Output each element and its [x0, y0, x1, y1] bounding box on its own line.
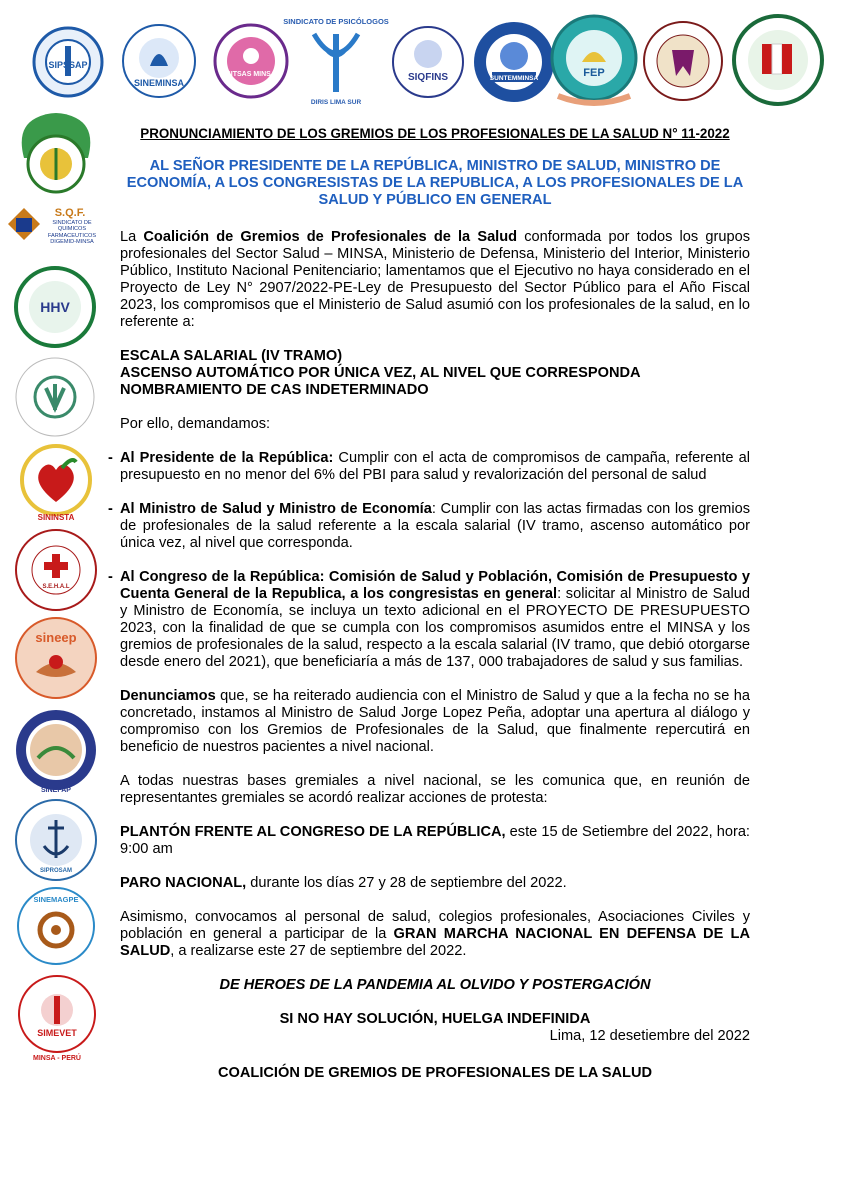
sininsta-seal-icon — [16, 442, 96, 524]
points-list — [120, 348, 750, 399]
convoke-march: GRAN MARCHA NACIONAL EN DEFENSA DE LA SALUD — [120, 926, 750, 959]
bases-paragraph: A todas nuestras bases gremiales a nivel nacional, se les comunica que, en reunión de representantes gremiales se acordó realizar acciones de protesta: — [120, 773, 750, 806]
sqf-seal-icon — [6, 204, 102, 262]
biologos-seal-icon — [732, 14, 824, 106]
fep-logo-text: FEP — [583, 67, 605, 79]
convoke-end: , a realizarse este 27 de septiembre del 2022. — [170, 943, 467, 959]
paro-label: PARO NACIONAL, — [120, 875, 247, 891]
simevet-logo-text: SIMEVET — [37, 1028, 77, 1038]
document-addressee: AL SEÑOR PRESIDENTE DE LA REPÚBLICA, MINISTRO DE SALUD, MINISTRO DE ECONOMÍA, A LOS CONGRESISTAS DE LA REPUBLICA, A LOS PROFESIONALES DE LA SALUD Y PÚBLICO EN GENERAL — [126, 158, 744, 208]
document-title: PRONUNCIAMIENTO DE LOS GREMIOS DE LOS PROFESIONALES DE LA SALUD N° 11-2022 — [140, 126, 730, 141]
sininsta-logo-text: SININSTA — [37, 513, 75, 522]
intro-prefix: La — [120, 229, 144, 245]
red-rimac-seal-icon — [14, 356, 96, 438]
sineminsa-seal-icon — [120, 22, 198, 100]
planton-paragraph — [120, 824, 750, 858]
cirujanos-dentistas-seal-icon — [642, 20, 724, 102]
sinemagpe-logo-text: SINEMAGPE — [33, 895, 79, 904]
planton-label: PLANTÓN FRENTE AL CONGRESO DE LA REPÚBLICA, — [120, 824, 506, 840]
demand-intro: Por ello, demandamos: — [120, 416, 271, 432]
sindicato-psicologos-icon — [283, 12, 389, 110]
sineep-logo-text: sineep — [35, 630, 77, 645]
demand-item — [108, 569, 750, 671]
document-signature: COALICIÓN DE GREMIOS DE PROFESIONALES DE LA SALUD — [217, 1065, 653, 1081]
point-item: ESCALA SALARIAL (IV TRAMO) — [120, 348, 343, 364]
siqfins-seal-icon — [390, 24, 466, 100]
sqf-logo-subtext: SINDICATO DE QUIMICOS FARMACEUTICOS DIGEMID-MINSA — [47, 220, 97, 246]
siprosam-seal-icon — [14, 798, 98, 882]
side-logo-column — [6, 108, 102, 1198]
demand-text: : solicitar al Ministro de Salud y Ministro de Economía, se incluya un texto adicional en el PROYECTO DE PRESUPUESTO 2023, con la finalidad de que se cumpla con los compromisos asumidos entre el MINSA y los gremios de profesionales de la salud, respecto a la escala salarial (IV tramo, que debió otorgarse desde enero del 2021), que beneficiaría a más de 137, 000 trabajadores de salud y sus familias. — [120, 586, 750, 670]
fep-seal-icon — [548, 12, 640, 110]
demand-recipient: Al Ministro de Salud y Ministro de Economía — [120, 501, 432, 517]
planton-text: este 15 de Setiembre del 2022, hora: 9:00 am — [120, 824, 750, 857]
psicologos-logo-text: SINDICATO DE PSICÓLOGOS — [283, 17, 389, 26]
sineminsa-logo-text: SINEMINSA — [133, 78, 185, 88]
simevet-logo-subtext: MINSA - PERÚ — [33, 1055, 81, 1062]
point-item: ASCENSO AUTOMÁTICO POR ÚNICA VEZ, AL NIVEL QUE CORRESPONDA — [120, 365, 641, 381]
sitsas-logo-text: SITSAS MINSA — [226, 71, 276, 78]
demand-item — [108, 501, 750, 552]
intro-paragraph — [120, 229, 750, 331]
point-item: NOMBRAMIENTO DE CAS INDETERMINADO — [120, 382, 429, 398]
sipssap-seal-icon — [32, 26, 104, 98]
denounce-paragraph — [120, 688, 750, 756]
demand-text: : Cumplir con las actas firmadas con los gremios de profesionales de la salud referente a la escala salarial (IV tramo, ascenso automático por única vez, al nivel que corresponda. — [120, 501, 750, 551]
simevet-seal-icon — [16, 974, 98, 1064]
header-logo-row — [20, 8, 828, 116]
sehal-seal-icon — [14, 528, 98, 612]
sinemagpe-seal-icon — [16, 886, 96, 966]
convoke-text: Asimismo, convocamos al personal de salud, colegios profesionales, Asociaciones Civiles y población en general a participar de la — [120, 909, 750, 942]
sinefap-logo-text: SINEFAP — [41, 787, 71, 794]
sqf-logo-text: S.Q.F. — [54, 207, 86, 219]
denounce-text: que, se ha reiterado audiencia con el Ministro de Salud y que a la fecha no se ha concretado, instamos al Ministro de Salud Jorge Lopez Peña, adoptar una apertura al diálogo y compromiso con los Gremios de Profesionales de la Salud, que finalmente repercutirá en beneficio de nuestros pacientes a nivel nacional. — [120, 688, 750, 755]
paro-text: durante los días 27 y 28 de septiembre del 2022. — [246, 875, 567, 891]
document-body — [108, 125, 750, 1082]
document-date: Lima, 12 desetiembre del 2022 — [549, 1028, 750, 1044]
demand-text: Cumplir con el acta de compromisos de campaña, referente al presupuesto en no menor del 6% del PBI para salud y revalorización del personal de salud — [120, 450, 750, 483]
sitsas-seal-icon — [212, 22, 290, 100]
suntemminsa-seal-icon — [472, 20, 556, 104]
convoke-paragraph — [120, 909, 750, 960]
demand-recipient: Al Congreso de la República: Comisión de Salud y Población, Comisión de Presupuesto y Cuenta General de la Republica, a los congresistas en general — [120, 569, 750, 602]
slogan-strike: SI NO HAY SOLUCIÓN, HUELGA INDEFINIDA — [279, 1011, 591, 1027]
siprosam-logo-text: SIPROSAM — [39, 868, 73, 874]
demand-recipient: Al Presidente de la República: — [120, 450, 334, 466]
bullet-dash: - — [108, 501, 113, 517]
hhv-psicologos-seal-icon — [14, 266, 96, 348]
slogan-pandemic: DE HEROES DE LA PANDEMIA AL OLVIDO Y POSTERGACIÓN — [219, 977, 651, 993]
sineep-seal-icon — [14, 616, 98, 700]
paro-paragraph — [120, 875, 750, 892]
sipssap-logo-text: SIPSSAP — [48, 60, 88, 70]
intro-text: conformada por todos los grupos profesionales del Sector Salud – MINSA, Ministerio de Defensa, Ministerio del Interior, Ministerio Público, Instituto Nacional Penitenciario; lamentamos que el Ejecutivo no haya considerado en el Proyecto de Ley N° 2907/2022-PE-Ley de Presupuesto del Sector Público para el Año Fiscal 2023, los compromisos que el Ministerio de Salud asumió con los profesionales de la salud, en lo referente a: — [120, 229, 750, 330]
siqfins-logo-text: SIQFINS — [407, 72, 449, 83]
sehal-logo-text: S.E.H.A.L — [42, 584, 70, 590]
psicologos-logo-subtext: DIRIS LIMA SUR — [310, 99, 362, 106]
bullet-dash: - — [108, 450, 113, 466]
bullet-dash: - — [108, 569, 113, 585]
sindicato-medicos-seal-icon — [16, 108, 96, 200]
suntemminsa-logo-text: SUNTEMMINSA — [489, 75, 539, 82]
hhv-logo-text: HHV — [40, 299, 70, 315]
demands-list — [108, 450, 750, 671]
sinefap-seal-icon — [14, 708, 98, 794]
denounce-label: Denunciamos — [120, 688, 216, 704]
intro-coalition-name: Coalición de Gremios de Profesionales de la Salud — [143, 229, 518, 245]
demand-item — [108, 450, 750, 484]
